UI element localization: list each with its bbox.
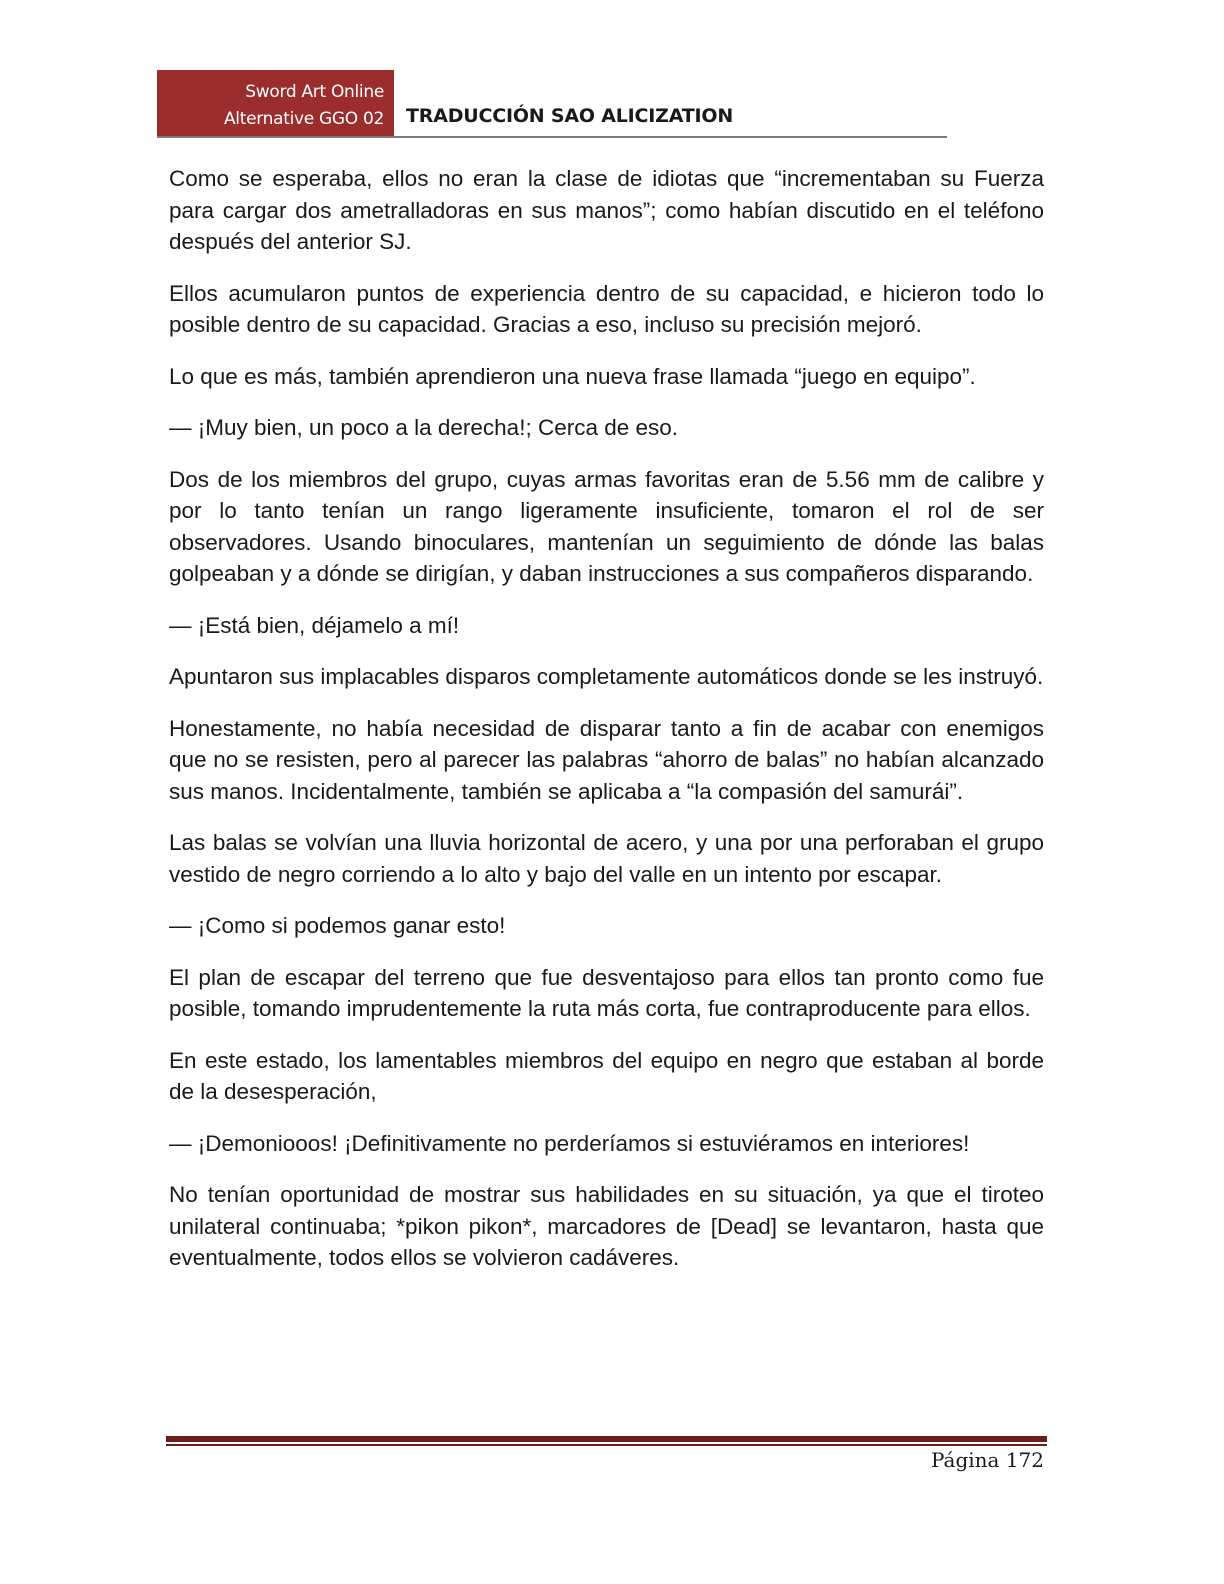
dialogue-line: — ¡Demoniooos! ¡Definitivamente no perderíamos si estuviéramos en interiores!	[169, 1130, 970, 1156]
series-label-box	[157, 70, 394, 136]
paragraph: Lo que es más, también aprendieron una nueva frase llamada “juego en equipo”.	[169, 363, 976, 389]
paragraph: Como se esperaba, ellos no eran la clase de idiotas que “incrementaban su Fuerza para cargar dos ametralladoras en sus manos”; como habían discutido en el teléfono después del anterior SJ.	[169, 166, 1044, 254]
paragraph: Apuntaron sus implacables disparos completamente automáticos donde se les instruyó.	[169, 664, 1044, 689]
header-title: TRADUCCIÓN SAO ALICIZATION	[406, 105, 734, 127]
footer-divider-thin	[166, 1444, 1047, 1446]
paragraph: Ellos acumularon puntos de experiencia dentro de su capacidad, e hicieron todo lo posible dentro de su capacidad. Gracias a eso, incluso su precisión mejoró.	[169, 280, 1044, 337]
document-body	[169, 163, 1044, 1294]
page-number: Página 172	[930, 1448, 1044, 1472]
dialogue-line: — ¡Como si podemos ganar esto!	[169, 913, 506, 938]
paragraph: No tenían oportunidad de mostrar sus habilidades en su situación, ya que el tiroteo unilateral continuaba; *pikon pikon*, marcadores de [Dead] se levantaron, hasta que eventualmente, todos ellos se volvieron cadáveres.	[169, 1182, 1044, 1270]
paragraph: Dos de los miembros del grupo, cuyas armas favoritas eran de 5.56 mm de calibre y por lo tanto tenían un rango ligeramente insuficiente, tomaron el rol de ser observadores. Usando binoculares, mantenían un seguimiento de dónde las balas golpeaban y a dónde se dirigían, y daban instrucciones a sus compañeros disparando.	[169, 466, 1044, 586]
series-title-line2: Alternative GGO 02	[223, 109, 384, 129]
series-title-line1: Sword Art Online	[245, 82, 384, 102]
paragraph: Honestamente, no había necesidad de disparar tanto a fin de acabar con enemigos que no se resisten, pero al parecer las palabras “ahorro de balas” no habían alcanzado sus manos. Incidentalmente, también se aplicaba a “la compasión del samurái”.	[169, 715, 1044, 804]
paragraph: En este estado, los lamentables miembros del equipo en negro que estaban al borde de la desesperación,	[169, 1047, 1044, 1104]
paragraph: Las balas se volvían una lluvia horizontal de acero, y una por una perforaban el grupo vestido de negro corriendo a lo alto y bajo del valle en un intento por escapar.	[169, 830, 1044, 887]
page-header	[157, 70, 947, 138]
header-divider	[157, 136, 947, 138]
dialogue-line: — ¡Muy bien, un poco a la derecha!; Cerca de eso.	[169, 415, 679, 440]
dialogue-line: — ¡Está bien, déjamelo a mí!	[169, 612, 460, 638]
paragraph: El plan de escapar del terreno que fue desventajoso para ellos tan pronto como fue posible, tomando imprudentemente la ruta más corta, fue contraproducente para ellos.	[169, 964, 1044, 1021]
footer-divider-thick	[166, 1436, 1047, 1442]
